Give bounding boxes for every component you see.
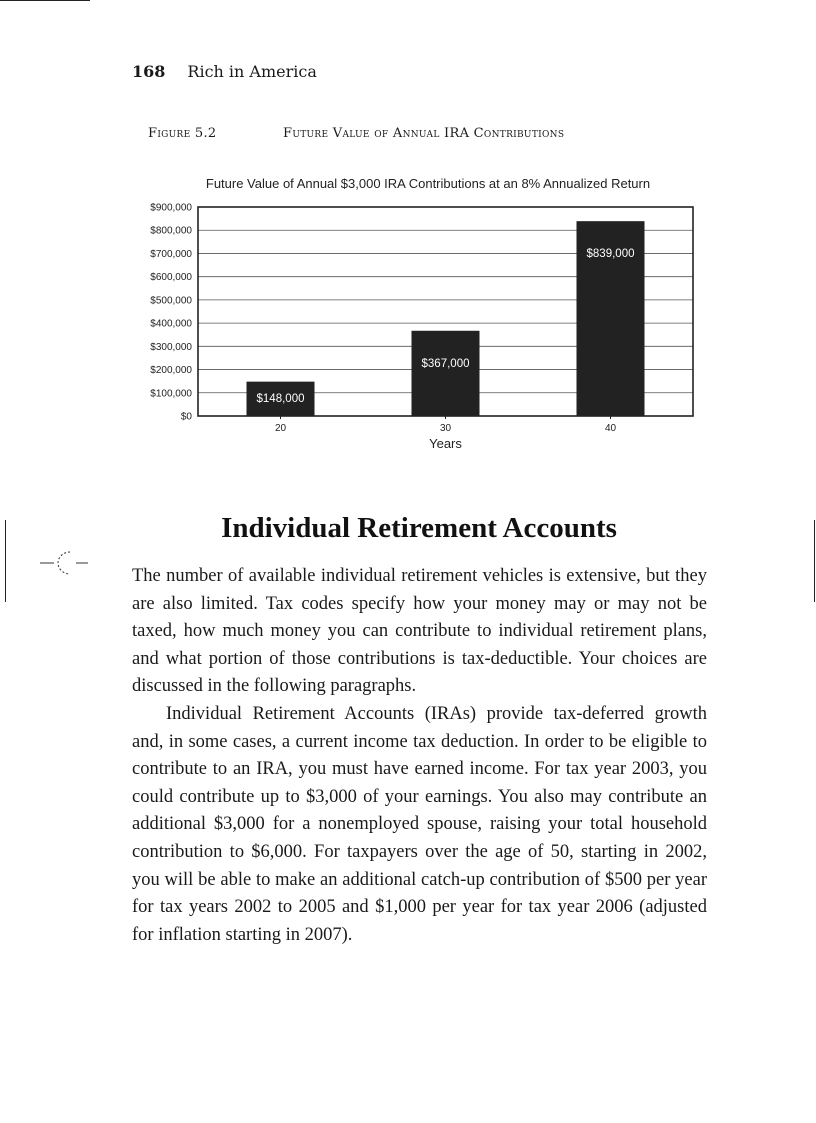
bar-chart	[0, 0, 816, 470]
bar-data-label: $367,000	[421, 357, 470, 370]
y-tick-label: $800,000	[150, 225, 192, 237]
y-tick-label: $500,000	[150, 295, 192, 307]
y-tick-label: $600,000	[150, 272, 192, 284]
bar	[412, 331, 480, 416]
y-tick-label: $100,000	[150, 388, 192, 400]
figure-label: Figure 5.2	[148, 126, 217, 141]
section-heading: Individual Retirement Accounts	[221, 512, 617, 544]
x-tick-label: 30	[439, 423, 452, 434]
y-tick-label: $900,000	[150, 202, 192, 214]
x-tick-label: 20	[274, 423, 287, 434]
y-tick-label: $300,000	[150, 341, 192, 353]
paragraph-1: The number of available individual retirement vehicles is extensive, but they are also limited. Tax codes specify how your money may or may not be taxed, how much money you can contribute to individual retirement plans, and what portion of those contributions is tax-deductible. Your choices are discussed in the following paragraphs.	[132, 566, 707, 697]
x-tick-label: 40	[604, 423, 617, 434]
bar-data-label: $839,000	[586, 248, 635, 261]
y-tick-label: $700,000	[150, 248, 192, 260]
y-tick-label: $200,000	[150, 365, 192, 377]
body-text	[132, 563, 707, 949]
figure-title: Future Value of Annual IRA Contributions	[283, 126, 565, 141]
chart-title: Future Value of Annual $3,000 IRA Contributions at an 8% Annualized Return	[205, 176, 651, 191]
page-number: 168	[132, 62, 166, 81]
running-title: Rich in America	[187, 62, 317, 81]
y-tick-label: $0	[180, 411, 192, 423]
bar-data-label: $148,000	[256, 393, 305, 405]
paragraph-2: Individual Retirement Accounts (IRAs) provide tax-deferred growth and, in some cases, a current income tax deduction. In order to be eligible to contribute to an IRA, you must have earned income. For tax year 2003, you could contribute up to $3,000 of your earnings. You also may contribute an additional $3,000 for a nonemployed spouse, raising your total household contribution to $6,000. For taxpayers over the age of 50, starting in 2002, you will be able to make an additional catch-up contribution of $500 per year for tax years 2002 to 2005 and $1,000 per year for tax year 2006 (adjusted for inflation starting in 2007).	[132, 703, 707, 945]
y-tick-label: $400,000	[150, 318, 192, 330]
x-axis-label: Years	[429, 436, 462, 451]
registration-mark-icon	[40, 548, 94, 578]
